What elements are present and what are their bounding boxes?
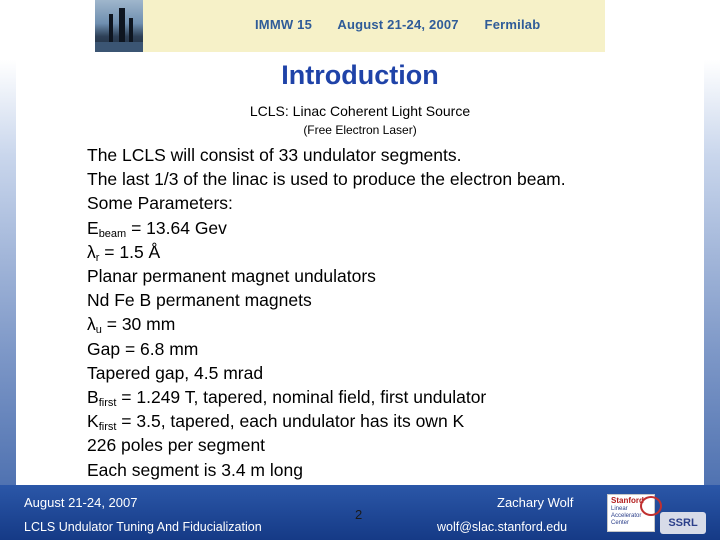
parameter-line: [87, 167, 687, 191]
line-subscript: first: [98, 421, 117, 434]
parameter-line: [87, 216, 687, 240]
logo-line-1: Stanford: [611, 496, 644, 505]
line-subscript: u: [95, 324, 102, 337]
line-value: = 3.5, tapered, each undulator has its own K: [116, 411, 465, 432]
line-text: λ: [87, 314, 96, 335]
parameter-line: [87, 361, 687, 385]
logo-ring-icon: [640, 496, 662, 516]
ssrl-logo: SSRL: [660, 512, 706, 534]
line-value: = 13.64 Gev: [126, 217, 227, 238]
slide-subtitle-secondary: (Free Electron Laser): [303, 123, 417, 137]
parameter-list: [87, 143, 687, 482]
footer-author: Zachary Wolf: [497, 495, 574, 510]
parameter-line: [87, 264, 687, 288]
conference-banner: [95, 0, 605, 52]
parameter-line: [87, 191, 687, 215]
slide-title: Introduction: [281, 60, 439, 90]
parameter-line: [87, 385, 687, 409]
parameter-line: [87, 409, 687, 433]
line-text: Planar permanent magnet undulators: [87, 266, 376, 287]
line-subscript: first: [98, 397, 117, 410]
line-subscript: beam: [98, 227, 127, 240]
line-text: λ: [87, 241, 96, 262]
parameter-line: [87, 458, 687, 482]
footer-talk-title: LCLS Undulator Tuning And Fiducialization: [24, 520, 262, 534]
logo-line-2: Linear: [611, 506, 628, 512]
line-value: = 1.5 Å: [99, 241, 161, 262]
parameter-line: [87, 312, 687, 336]
parameter-line: [87, 288, 687, 312]
conference-name: IMMW 15: [255, 17, 313, 32]
line-value: = 30 mm: [101, 314, 176, 335]
parameter-line: [87, 240, 687, 264]
line-text: Tapered gap, 4.5 mrad: [87, 362, 264, 383]
line-text: Each segment is 3.4 m long: [87, 459, 303, 480]
line-subscript: r: [95, 251, 100, 264]
parameter-line: [87, 143, 687, 167]
line-text: Gap = 6.8 mm: [87, 338, 199, 359]
fermilab-photo: [95, 0, 143, 52]
line-text: Some Parameters:: [87, 193, 233, 214]
line-text: B: [87, 387, 99, 408]
footer-date: August 21-24, 2007: [24, 495, 138, 510]
logo-line-3: Accelerator: [611, 513, 642, 519]
parameter-line: [87, 337, 687, 361]
banner-text: [255, 17, 562, 32]
line-text: E: [87, 217, 99, 238]
line-value: = 1.249 T, tapered, nominal field, first undulator: [116, 387, 487, 408]
conference-host: Fermilab: [484, 17, 541, 32]
line-text: Nd Fe B permanent magnets: [87, 290, 312, 311]
line-text: 226 poles per segment: [87, 435, 266, 456]
logo-line-4: Center: [611, 520, 630, 526]
line-text: The last 1/3 of the linac is used to produce the electron beam.: [87, 169, 566, 190]
line-text: K: [87, 411, 99, 432]
line-text: The LCLS will consist of 33 undulator segments.: [87, 145, 462, 165]
page-number: 2: [355, 507, 363, 522]
footer-email: wolf@slac.stanford.edu: [437, 520, 568, 534]
conference-dates: August 21-24, 2007: [337, 17, 459, 32]
parameter-line: [87, 433, 687, 457]
slide-subtitle: LCLS: Linac Coherent Light Source: [249, 103, 471, 119]
